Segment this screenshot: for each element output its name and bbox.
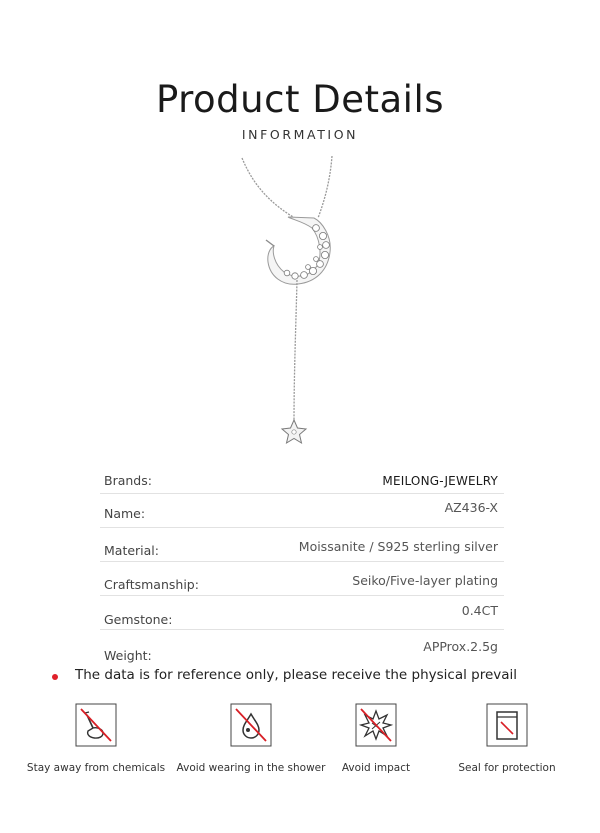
avoid-impact-icon <box>355 703 397 747</box>
spec-row-weight <box>100 630 504 663</box>
spec-row-gemstone <box>100 596 504 630</box>
spec-label: Weight: <box>104 648 152 663</box>
seal-bag-icon <box>486 703 528 747</box>
bullet-dot-icon <box>52 674 58 680</box>
spec-label: Gemstone: <box>104 612 173 627</box>
spec-table <box>100 463 504 663</box>
care-label: Avoid wearing in the shower <box>176 762 326 774</box>
page-title: Product Details <box>155 78 445 121</box>
spec-row-material <box>100 528 504 562</box>
spec-value: AZ436-X <box>444 500 498 515</box>
no-shower-icon <box>230 703 272 747</box>
care-label: Seal for protection <box>458 762 556 774</box>
spec-value: 0.4CT <box>461 603 498 618</box>
spec-value: MEILONG-JEWELRY <box>382 474 498 488</box>
spec-label: Craftsmanship: <box>104 577 199 592</box>
care-label: Avoid impact <box>341 762 411 774</box>
care-item-chemicals <box>21 703 171 774</box>
care-item-seal <box>432 703 582 774</box>
necklace-product-image <box>230 152 370 462</box>
spec-value: Seiko/Five-layer plating <box>352 573 498 588</box>
spec-value: APProx.2.5g <box>423 639 498 654</box>
spec-row-name <box>100 494 504 528</box>
spec-label: Brands: <box>104 473 152 488</box>
spec-row-craftsmanship <box>100 562 504 596</box>
spec-row-brands <box>100 463 504 494</box>
spec-value: Moissanite / S925 sterling silver <box>298 539 498 554</box>
spec-label: Name: <box>104 506 146 521</box>
spec-label: Material: <box>104 543 159 558</box>
care-label: Stay away from chemicals <box>26 762 166 774</box>
no-chemicals-icon <box>75 703 117 747</box>
reference-notice <box>0 667 600 687</box>
page-subtitle: INFORMATION <box>241 127 359 142</box>
notice-text: The data is for reference only, please receive the physical prevail <box>75 667 518 683</box>
care-item-impact <box>301 703 451 774</box>
